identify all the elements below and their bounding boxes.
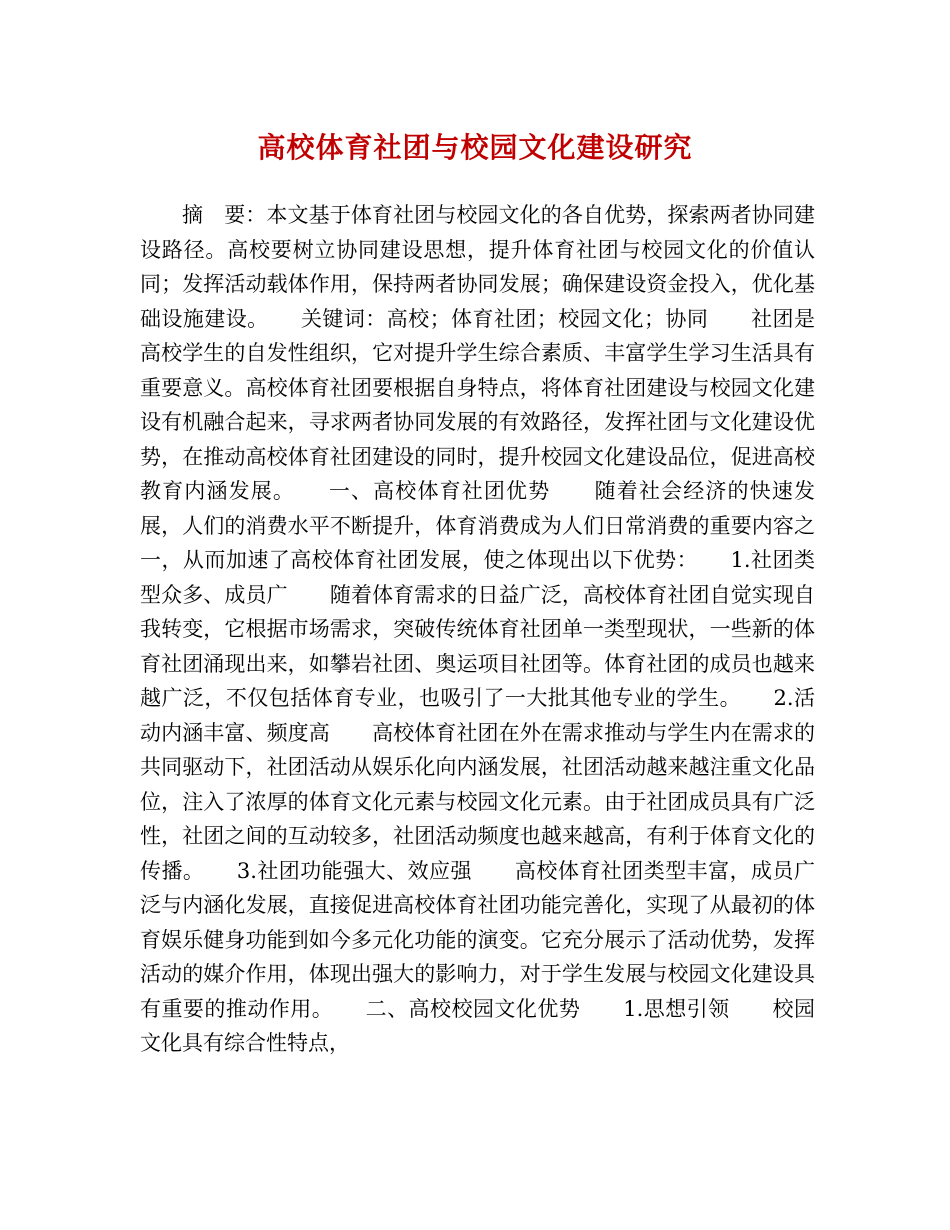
document-title: 高校体育社团与校园文化建设研究	[257, 131, 693, 164]
document-body: 摘 要：本文基于体育社团与校园文化的各自优势，探索两者协同建设路径。高校要树立协同建设思想，提升体育社团与校园文化的价值认同；发挥活动载体作用，保持两者协同发展；确保建设资金投入，优化基础设施建设。 关键词：高校；体育社团；校园文化；协同 社团是高校学生的自发性组织，它对提升学生综合素质、丰富学生学习生活具有重要意义。高校体育社团要根据自身特点，将体育社团建设与校园文化建设有机融合起来，寻求两者协同发展的有效路径，发挥社团与文化建设优势，在推动高校体育社团建设的同时，提升校园文化建设品位，促进高校教育内涵发展。 一、高校体育社团优势 随着社会经济的快速发展，人们的消费水平不断提升，体育消费成为人们日常消费的重要内容之一，从而加速了高校体育社团发展，使之体现出以下优势： 1.社团类型众多、成员广 随着体育需求的日益广泛，高校体育社团自觉实现自我转变，它根据市场需求，突破传统体育社团单一类型现状，一些新的体育社团涌现出来，如攀岩社团、奥运项目社团等。体育社团的成员也越来越广泛，不仅包括体育专业，也吸引了一大批其他专业的学生。 2.活动内涵丰富、频度高 高校体育社团在外在需求推动与学生内在需求的共同驱动下，社团活动从娱乐化向内涵发展，社团活动越来越注重文化品位，注入了浓厚的体育文化元素与校园文化元素。由于社团成员具有广泛性，社团之间的互动较多，社团活动频度也越来越高，有利于体育文化的传播。 3.社团功能强大、效应强 高校体育社团类型丰富，成员广泛与内涵化发展，直接促进高校体育社团功能完善化，实现了从最初的体育娱乐健身功能到如今多元化功能的演变。它充分展示了活动优势，发挥活动的媒介作用，体现出强大的影响力，对于学生发展与校园文化建设具有重要的推动作用。 二、高校校园文化优势 1.思想引领 校园文化具有综合性特点，	[140, 203, 815, 1055]
